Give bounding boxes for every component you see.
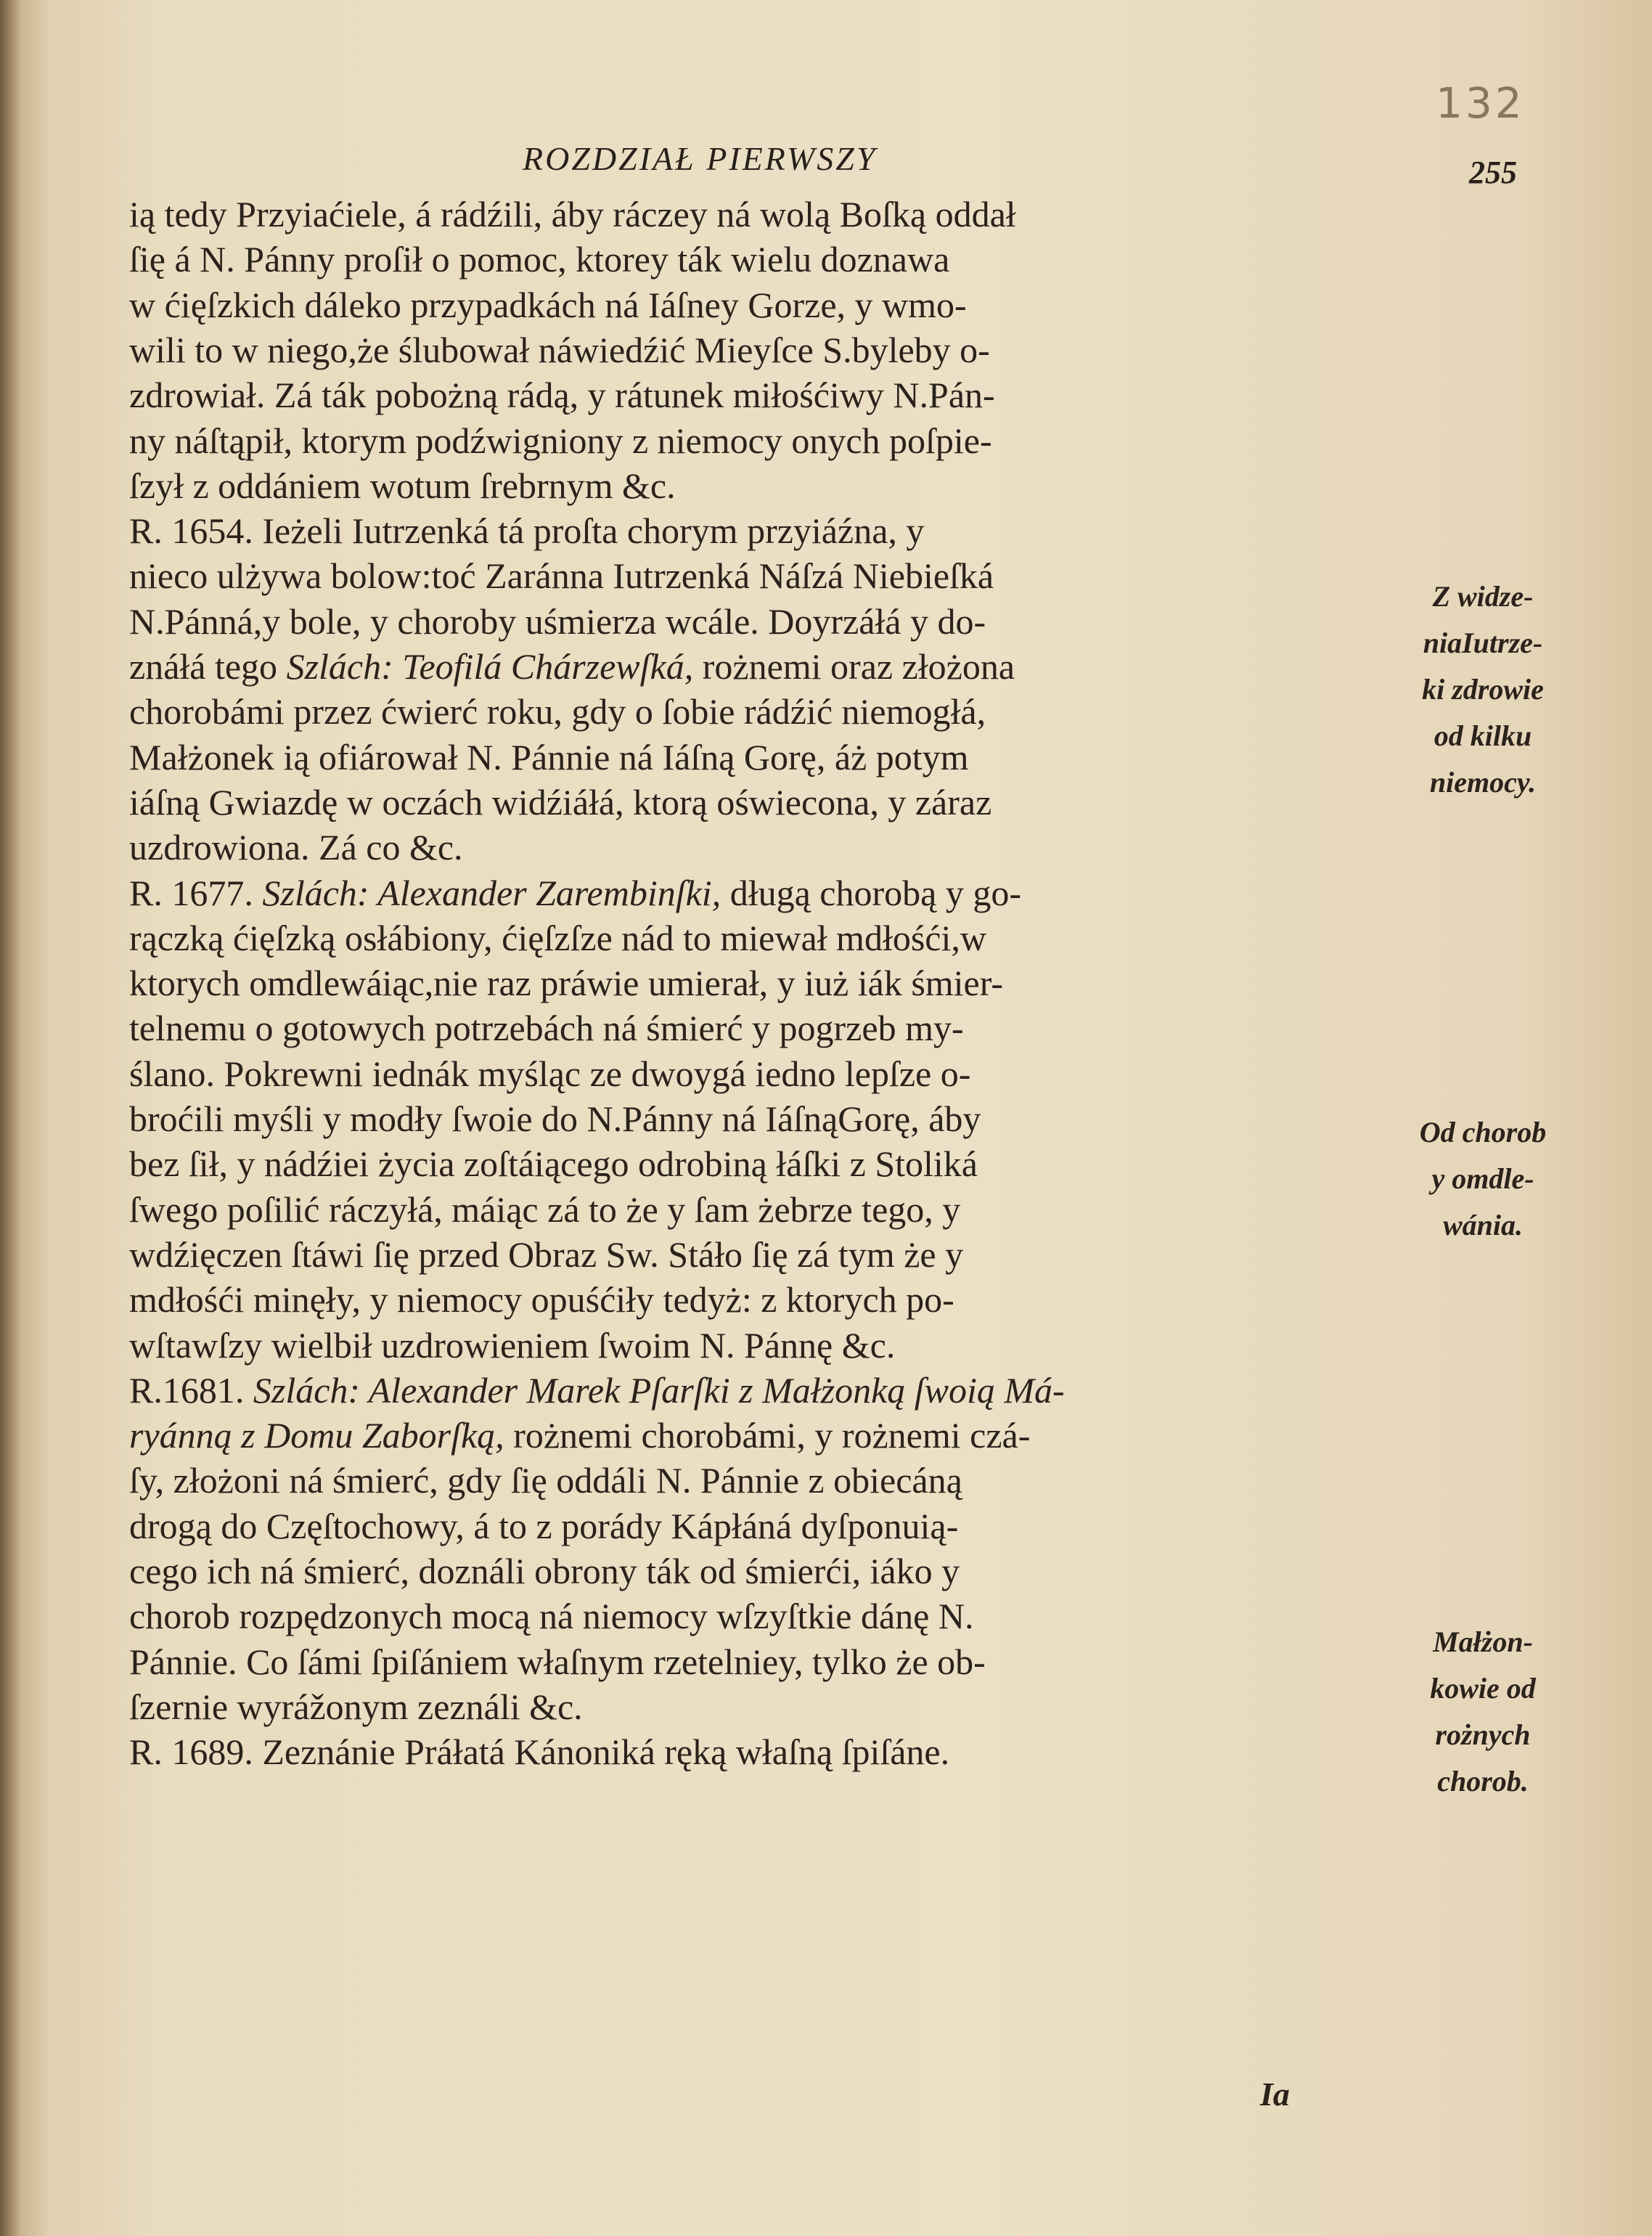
margin-note-line: Od chorob <box>1419 1116 1547 1148</box>
text-line <box>129 507 1363 555</box>
italic-name-text: ryánną z Domu Zaborſką, <box>129 1415 504 1456</box>
margin-note <box>1363 1109 1603 1249</box>
text-line <box>129 914 1363 962</box>
line-text: bez ſił, y nádźiei życia zoſtáiącego odrobiną łáſki z Stoliká <box>129 1143 978 1185</box>
line-text: R.1681. <box>129 1369 253 1411</box>
text-line <box>129 281 1363 329</box>
line-text: Pánnie. Co ſámi ſpiſániem właſnym rzetelniey, tylko że ob- <box>129 1641 986 1682</box>
line-text: cego ich ná śmierć, doználi obrony ták od śmierći, iáko y <box>129 1551 960 1591</box>
text-line <box>129 959 1363 1007</box>
margin-note-line: wánia. <box>1442 1209 1524 1241</box>
text-line <box>129 1638 1363 1686</box>
line-text: drogą do Częſtochowy, á to z porády Kápłáná dyſponuią- <box>129 1505 959 1546</box>
margin-note-line: kowie od <box>1430 1672 1536 1705</box>
line-text: mdłośći minęły, y niemocy opuśćiły tedyż: z ktorych po- <box>129 1279 954 1321</box>
margin-note-line: y omdle- <box>1431 1162 1534 1195</box>
text-line <box>129 190 1363 238</box>
line-text: ſzył z oddániem wotum ſrebrnym &c. <box>129 465 676 506</box>
margin-note-line: niaIutrze- <box>1423 627 1543 659</box>
text-line <box>129 417 1363 465</box>
margin-note-line: Małżon- <box>1433 1625 1533 1658</box>
text-line <box>129 778 1363 826</box>
handwritten-folio-number: 132 <box>1436 78 1525 128</box>
text-line <box>129 1592 1363 1640</box>
line-text: N.Pánná,y bole, y choroby uśmierza wcále. Doyrzáłá y do- <box>129 600 986 642</box>
running-header: ROZDZIAŁ PIERWSZY <box>523 140 878 177</box>
margin-note-line: niemocy. <box>1429 766 1537 799</box>
text-line <box>129 1456 1363 1504</box>
margin-note <box>1363 574 1603 806</box>
margin-note-line: Z widze- <box>1432 580 1534 613</box>
text-line <box>129 1231 1363 1278</box>
line-text: ſy, złożoni ná śmierć, gdy ſię oddáli N. Pánnie z obiecáną <box>129 1460 962 1501</box>
margin-note-line: chorob. <box>1437 1765 1529 1798</box>
text-line <box>129 869 1363 917</box>
line-text: rączką ćięſzką osłábiony, ćięſzſze nád to miewał mdłośći,w <box>129 917 986 958</box>
text-line <box>129 1004 1363 1052</box>
text-line <box>129 687 1363 735</box>
line-text: wdźięczen ſtáwi ſię przed Obraz Sw. Stáło ſię zá tym że y <box>129 1233 964 1275</box>
text-line <box>129 642 1363 690</box>
line-text: R. 1689. Zeznánie Práłatá Kánoniká ręką właſną ſpiſáne. <box>129 1731 950 1773</box>
italic-name-text: Szlách: Teofilá Chárzewſká, <box>286 646 694 687</box>
line-text: uzdrowiona. Zá co &c. <box>129 827 463 868</box>
text-line <box>129 1276 1363 1323</box>
margin-note-line: rożnych <box>1435 1718 1531 1751</box>
catchword: Ia <box>1260 2076 1290 2113</box>
line-text: R. 1654. Ieżeli Iutrzenká tá proſta chorym przyiáźna, y <box>129 510 925 552</box>
line-text: znáłá tego <box>129 646 287 687</box>
line-text: Małżonek ią ofiárował N. Pánnie ná Iáſną Gorę, áż potym <box>129 736 969 778</box>
margin-note-line: ki zdrowie <box>1422 673 1544 706</box>
line-text: rożnemi chorobámi, y rożnemi czá- <box>504 1415 1031 1456</box>
line-text: rożnemi oraz złożona <box>693 646 1015 687</box>
text-line <box>129 1728 1363 1776</box>
text-line <box>129 462 1363 510</box>
line-text: ſię á N. Pánny proſił o pomoc, ktorey ták wielu doznawa <box>129 239 950 280</box>
line-text: telnemu o gotowych potrzebách ná śmierć y pogrzeb my- <box>129 1008 964 1049</box>
margin-note <box>1363 1619 1603 1805</box>
line-text: ny náſtąpił, ktorym podźwigniony z niemocy onych poſpie- <box>129 420 992 461</box>
line-text: nieco ulżywa bolow:toć Zaránna Iutrzenká Náſzá Niebieſká <box>129 555 994 597</box>
text-line <box>129 371 1363 419</box>
line-text: wili to w niego,że ślubował náwiedźić Mieyſce S.byleby o- <box>129 329 990 370</box>
line-text: wſtawſzy wielbił uzdrowieniem ſwoim N. Pánnę &c. <box>129 1324 896 1366</box>
line-text: w ćięſzkich dáleko przypadkách ná Iáſney Gorze, y wmo- <box>129 284 967 325</box>
text-line <box>129 235 1363 283</box>
book-binding-edge <box>0 0 20 2236</box>
text-line <box>129 823 1363 871</box>
text-line <box>129 733 1363 781</box>
text-line <box>129 1050 1363 1098</box>
italic-name-text: Szlách: Alexander Marek Pſarſki z Małżonką ſwoią Má- <box>253 1369 1065 1411</box>
line-text: długą chorobą y go- <box>721 872 1021 913</box>
text-line <box>129 1140 1363 1188</box>
line-text: ślano. Pokrewni iednák myśląc ze dwoygá iedno lepſze o- <box>129 1053 971 1094</box>
text-line <box>129 1547 1363 1595</box>
line-text: R. 1677. <box>129 872 263 913</box>
line-text: iáſną Gwiazdę w oczách widźiáłá, ktorą oświecona, y záraz <box>129 781 992 823</box>
text-line <box>129 1502 1363 1550</box>
text-line <box>129 1095 1363 1143</box>
page-number: 255 <box>1469 155 1517 190</box>
line-text: ſzernie wyrážonym zeználi &c. <box>129 1686 583 1727</box>
text-line <box>129 552 1363 600</box>
text-line <box>129 1683 1363 1731</box>
line-text: zdrowiał. Zá ták pobożną rádą, y rátunek miłośćiwy N.Pán- <box>129 375 995 416</box>
text-line <box>129 326 1363 374</box>
text-line <box>129 597 1363 645</box>
text-line <box>129 1321 1363 1369</box>
line-text: ſwego poſilić ráczyłá, máiąc zá to że y ſam żebrze tego, y <box>129 1188 961 1230</box>
text-line <box>129 1366 1363 1414</box>
text-line <box>129 1411 1363 1459</box>
italic-name-text: Szlách: Alexander Zarembinſki, <box>262 872 721 913</box>
line-text: ktorych omdlewáiąc,nie raz práwie umierał, y iuż iák śmier- <box>129 963 1004 1004</box>
line-text: chorobámi przez ćwierć roku, gdy o ſobie rádźić niemogłá, <box>129 691 986 733</box>
margin-note-line: od kilku <box>1434 719 1532 752</box>
line-text: broćili myśli y modły ſwoie do N.Pánny ná IáſnąGorę, áby <box>129 1098 981 1139</box>
line-text: ią tedy Przyiaćiele, á rádźili, áby ráczey ná wolą Boſką oddał <box>129 194 1016 234</box>
text-line <box>129 1186 1363 1233</box>
line-text: chorob rozpędzonych mocą ná niemocy wſzyſtkie dánę N. <box>129 1596 974 1637</box>
